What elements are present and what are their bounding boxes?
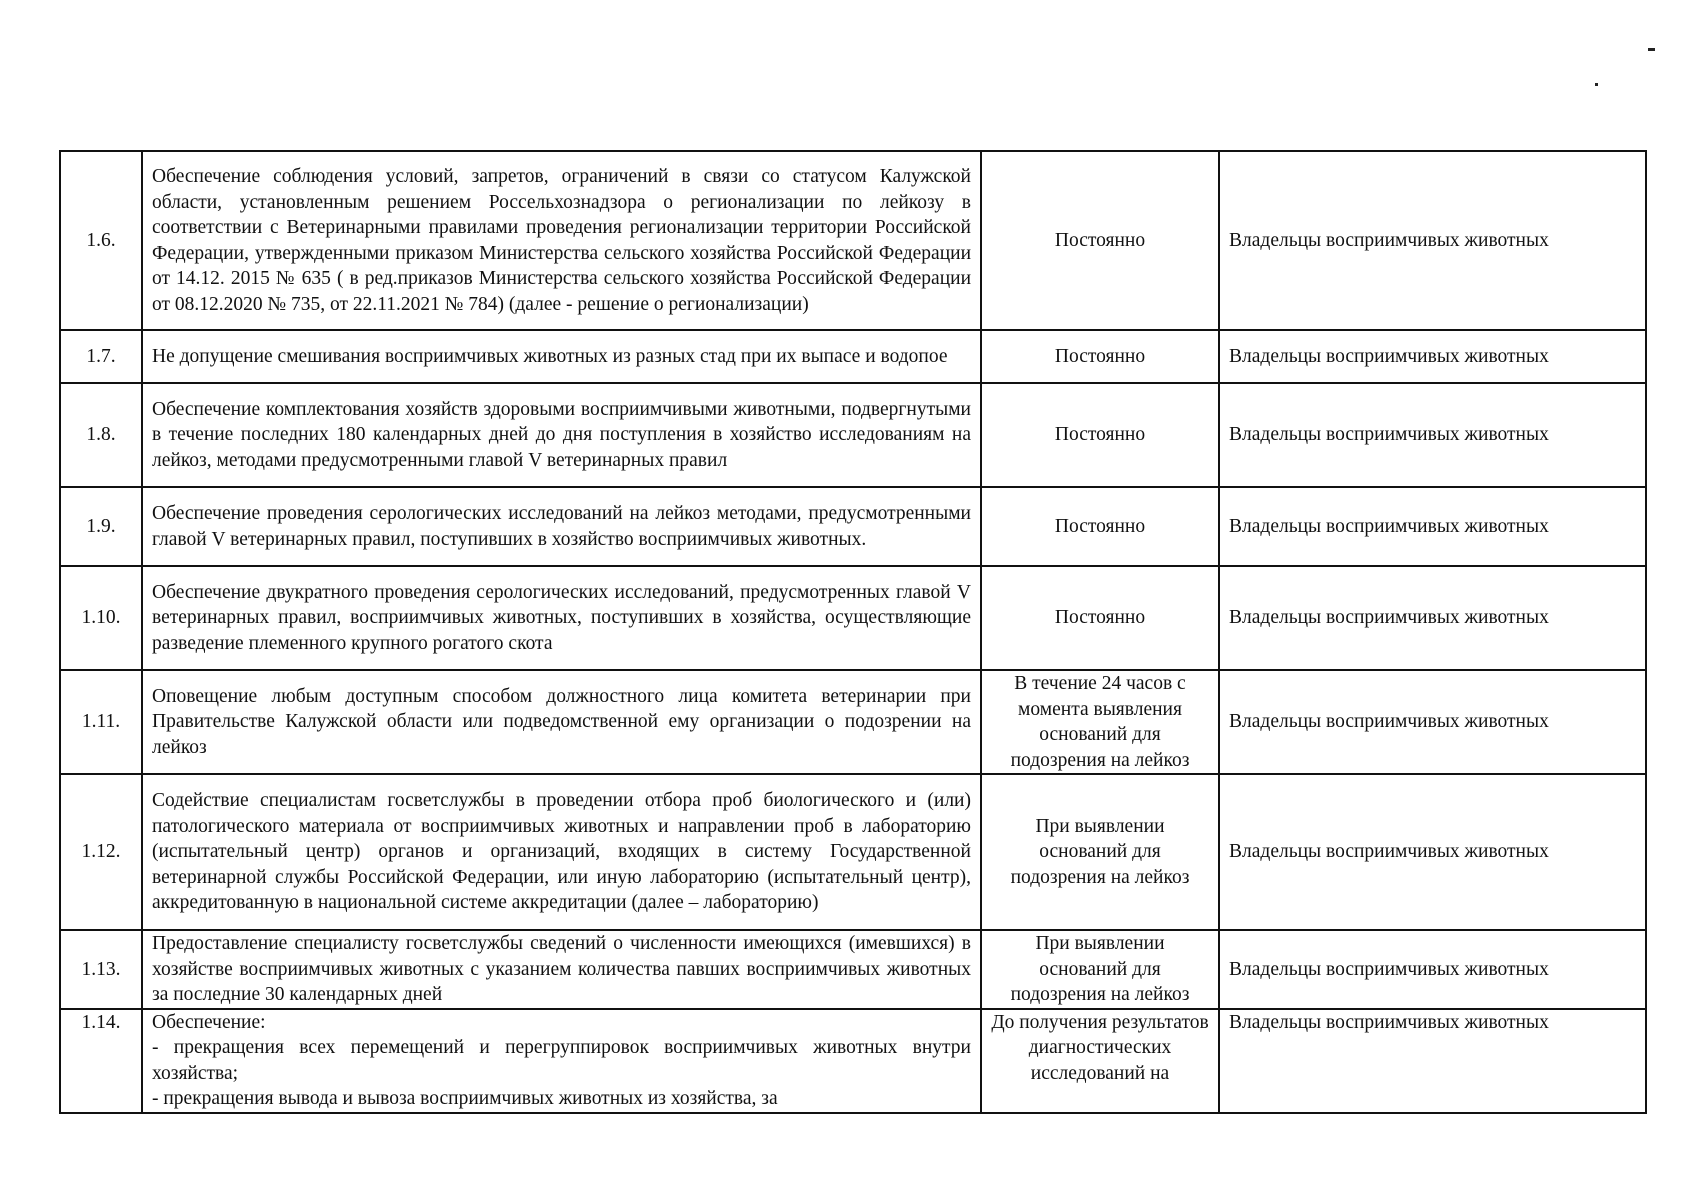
item-term: В течение 24 часов с момента выявления оснований для подозрения на лейкоз — [981, 670, 1219, 774]
table-row — [60, 330, 1646, 383]
item-term: Постоянно — [981, 487, 1219, 566]
item-term: Постоянно — [981, 330, 1219, 383]
item-term: При выявлении оснований для подозрения на лейкоз — [981, 930, 1219, 1009]
item-description: Содействие специалистам госветслужбы в проведении отбора проб биологического и (или) патологического материала от восприимчивых животных и направлении проб в лабораторию (испытательный центр) органов и организаций, входящих в систему Государственной ветеринарной службы Российской Федерации, или иную лабораторию (испытательный центр), аккредитованную в национальной системе аккредитации (далее – лабораторию) — [142, 774, 981, 930]
table-row — [60, 566, 1646, 670]
item-number-text: 1.14. — [81, 1011, 121, 1033]
item-term — [981, 1009, 1219, 1113]
item-description: Предоставление специалисту госветслужбы сведений о численности имеющихся (имевшихся) в хозяйстве восприимчивых животных с указанием количества павших восприимчивых животных за последние 30 календарных дней — [142, 930, 981, 1009]
item-responsible-text: Владельцы восприимчивых животных — [1229, 1011, 1549, 1033]
item-responsible: Владельцы восприимчивых животных — [1219, 330, 1646, 383]
table-row — [60, 774, 1646, 930]
description-line: Обеспечение: — [152, 1011, 266, 1033]
item-description: Обеспечение двукратного проведения серологических исследований, предусмотренных главой V ветеринарных правил, восприимчивых животных, поступивших в хозяйства, осуществляющие разведение племенного крупного рогатого скота — [142, 566, 981, 670]
item-responsible: Владельцы восприимчивых животных — [1219, 151, 1646, 330]
item-responsible: Владельцы восприимчивых животных — [1219, 566, 1646, 670]
table-row — [60, 930, 1646, 1009]
measures-table — [59, 150, 1647, 1114]
item-description: Обеспечение соблюдения условий, запретов, ограничений в связи со статусом Калужской области, установленным решением Россельхознадзора о регионализации по лейкозу в соответствии с Ветеринарными правилами проведения регионализации территории Российской Федерации, утвержденными приказом Министерства сельского хозяйства Российской Федерации от 14.12. 2015 № 635 ( в ред.приказов Министерства сельского хозяйства Российской Федерации от 08.12.2020 № 735, от 22.11.2021 № 784) (далее - решение о регионализации) — [142, 151, 981, 330]
item-number: 1.9. — [60, 487, 142, 566]
item-description: Обеспечение проведения серологических исследований на лейкоз методами, предусмотренными главой V ветеринарных правил, поступивших в хозяйство восприимчивых животных. — [142, 487, 981, 566]
item-number: 1.6. — [60, 151, 142, 330]
item-number: 1.12. — [60, 774, 142, 930]
item-term: Постоянно — [981, 151, 1219, 330]
item-responsible: Владельцы восприимчивых животных — [1219, 774, 1646, 930]
table-row — [60, 383, 1646, 487]
item-term: Постоянно — [981, 566, 1219, 670]
description-line: - прекращения вывода и вывоза восприимчивых животных из хозяйства, за — [152, 1088, 778, 1109]
item-term-text: До получения результатов диагностических исследований на — [991, 1011, 1209, 1084]
item-description — [142, 1009, 981, 1113]
scan-speck — [1648, 48, 1655, 51]
table-row — [60, 487, 1646, 566]
item-number: 1.7. — [60, 330, 142, 383]
item-description: Оповещение любым доступным способом должностного лица комитета ветеринарии при Правительстве Калужской области или подведомственной ему организации о подозрении на лейкоз — [142, 670, 981, 774]
scan-speck — [1595, 83, 1598, 86]
table-row — [60, 670, 1646, 774]
item-number: 1.11. — [60, 670, 142, 774]
item-responsible: Владельцы восприимчивых животных — [1219, 930, 1646, 1009]
item-description: Обеспечение комплектования хозяйств здоровыми восприимчивыми животными, подвергнутыми в течение последних 180 календарных дней до дня поступления в хозяйство исследованиям на лейкоз, методами предусмотренными главой V ветеринарных правил — [142, 383, 981, 487]
table-row — [60, 1009, 1646, 1113]
item-term: Постоянно — [981, 383, 1219, 487]
item-responsible: Владельцы восприимчивых животных — [1219, 383, 1646, 487]
item-term: При выявлении оснований для подозрения на лейкоз — [981, 774, 1219, 930]
item-responsible — [1219, 1009, 1646, 1113]
item-description-text — [152, 1010, 971, 1110]
item-number — [60, 1009, 142, 1113]
description-line: - прекращения всех перемещений и перегруппировок восприимчивых животных внутри хозяйства; — [152, 1037, 971, 1084]
item-responsible: Владельцы восприимчивых животных — [1219, 487, 1646, 566]
table-row — [60, 151, 1646, 330]
item-number: 1.10. — [60, 566, 142, 670]
item-responsible: Владельцы восприимчивых животных — [1219, 670, 1646, 774]
item-number: 1.13. — [60, 930, 142, 1009]
item-description: Не допущение смешивания восприимчивых животных из разных стад при их выпасе и водопое — [142, 330, 981, 383]
item-number: 1.8. — [60, 383, 142, 487]
